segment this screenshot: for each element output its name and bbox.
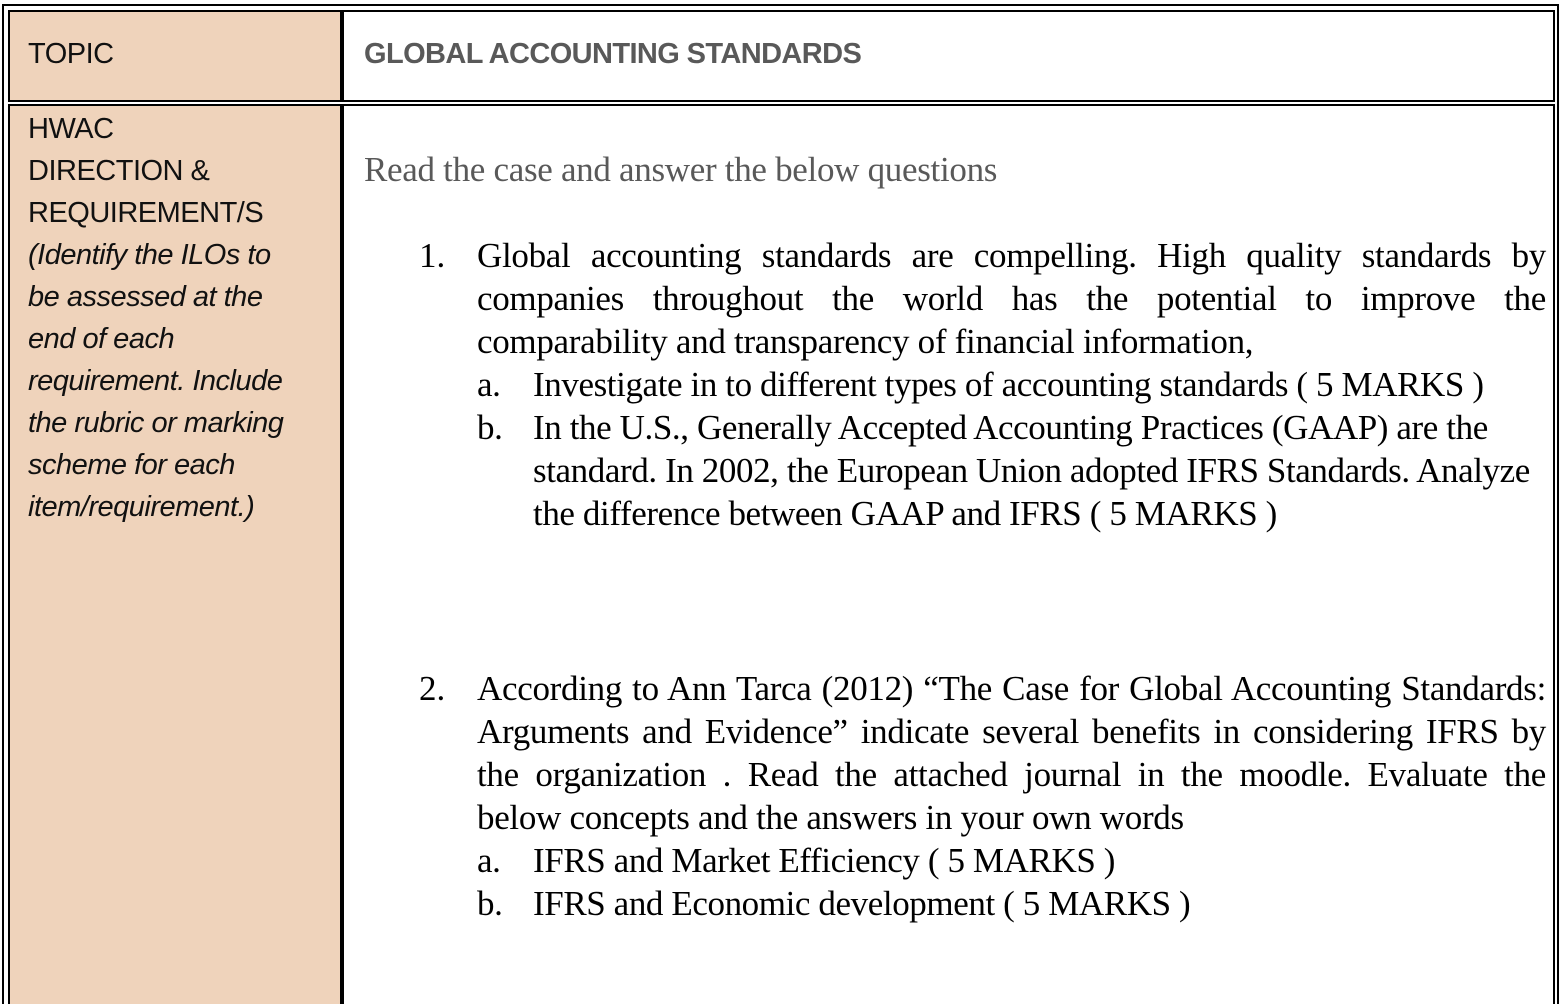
topic-value-cell <box>342 10 1555 102</box>
requirements-instruction-line: be assessed at the <box>28 281 263 313</box>
requirements-instruction-line: the rubric or marking <box>28 407 284 439</box>
subitem-letter: a. <box>477 365 501 404</box>
subitem-letter: a. <box>477 841 501 880</box>
subitem-letter: b. <box>477 408 503 447</box>
requirements-content-cell <box>342 104 1555 1004</box>
requirements-label-cell <box>8 104 342 1004</box>
subitem-letter: b. <box>477 884 503 923</box>
question-number: 1. <box>419 236 446 275</box>
requirements-label <box>28 108 338 528</box>
topic-label-cell <box>8 10 342 102</box>
topic-label: TOPIC <box>28 38 114 70</box>
requirements-label-line: HWAC <box>28 113 114 145</box>
question-1 <box>419 234 1546 535</box>
subitem-text: IFRS and Market Efficiency ( 5 MARKS ) <box>533 841 1115 880</box>
question-subitem <box>477 406 1546 535</box>
question-2 <box>419 667 1546 925</box>
subitem-text: IFRS and Economic development ( 5 MARKS ) <box>533 884 1191 923</box>
instructions-intro: Read the case and answer the below questions <box>364 150 998 189</box>
subitem-text: Investigate in to different types of accounting standards ( 5 MARKS ) <box>533 365 1484 404</box>
topic-title: GLOBAL ACCOUNTING STANDARDS <box>364 38 862 70</box>
requirements-instruction-line: scheme for each <box>28 449 235 481</box>
requirements-label-line: REQUIREMENT/S <box>28 197 264 229</box>
requirements-instruction-line: requirement. Include <box>28 365 283 397</box>
question-number: 2. <box>419 669 446 708</box>
assignment-table <box>2 4 1559 1004</box>
requirements-instruction-line: end of each <box>28 323 175 355</box>
question-text: Global accounting standards are compelling. High quality standards by companies throughout the world has the potential to improve the comparability and transparency of financial information, <box>477 236 1546 361</box>
question-subitem <box>477 882 1546 925</box>
question-text: According to Ann Tarca (2012) “The Case for Global Accounting Standards: Arguments and Evidence” indicate several benefits in considering IFRS by the organization . Read the attached journal in the moodle. Evaluate the below concepts and the answers in your own words <box>477 669 1546 837</box>
requirements-instruction-line: (Identify the ILOs to <box>28 239 271 271</box>
subitem-text: In the U.S., Generally Accepted Accounting Practices (GAAP) are the standard. In 2002, the European Union adopted IFRS Standards. Analyze the difference between GAAP and IFRS ( 5 MARKS ) <box>533 408 1530 533</box>
question-subitem <box>477 839 1546 882</box>
requirements-instruction-line: item/requirement.) <box>28 491 255 523</box>
requirements-label-line: DIRECTION & <box>28 155 210 187</box>
question-subitem <box>477 363 1546 406</box>
